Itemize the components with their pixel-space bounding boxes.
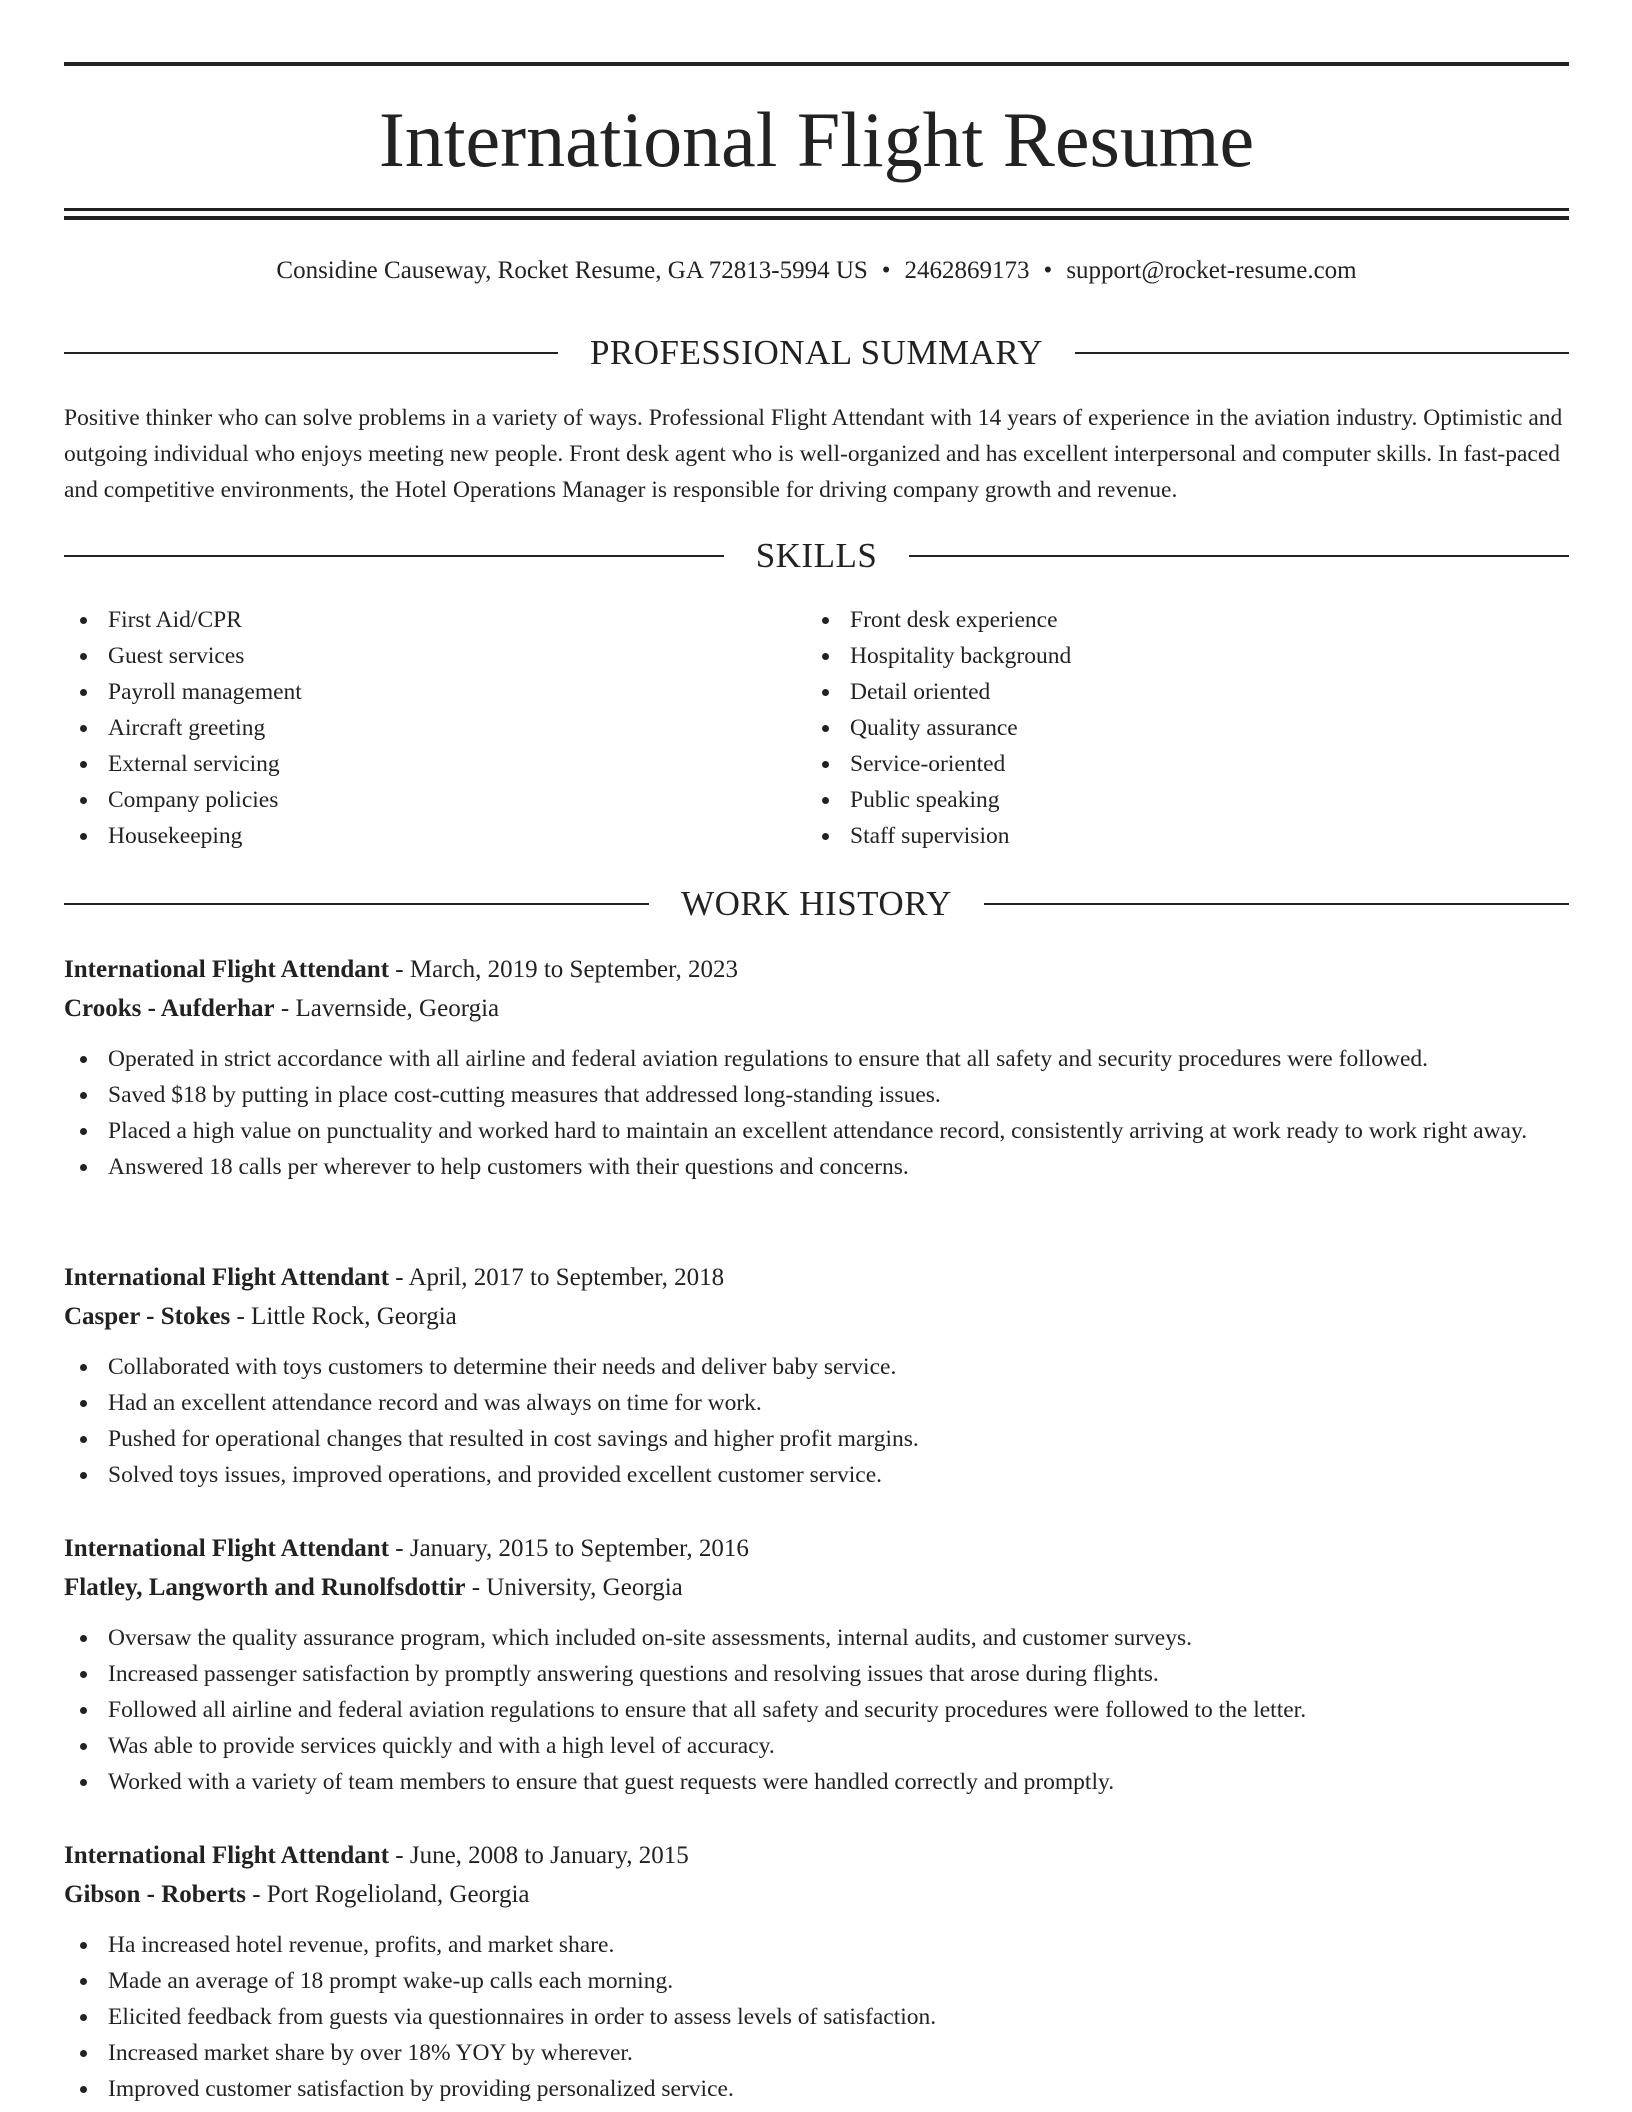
job-title: International Flight Attendant xyxy=(64,956,390,983)
job-title-line xyxy=(64,1836,1569,1875)
skill-item: Quality assurance xyxy=(806,710,1506,746)
job-bullet: Ha increased hotel revenue, profits, and market share. xyxy=(64,1927,1569,1963)
title-underline-rule-second xyxy=(64,216,1569,220)
job-dates: - January, 2015 to September, 2016 xyxy=(389,1535,749,1562)
job-title-line xyxy=(64,950,1569,989)
summary-heading xyxy=(64,333,1569,373)
job-title-line xyxy=(64,1258,1569,1297)
job-title-line xyxy=(64,1529,1569,1568)
skill-item: External servicing xyxy=(64,746,764,782)
job-bullet: Elicited feedback from guests via questionnaires in order to assess levels of satisfaction. xyxy=(64,1999,1569,2035)
job-bullet: Increased passenger satisfaction by promptly answering questions and resolving issues that arose during flights. xyxy=(64,1656,1569,1692)
job-bullet: Had an excellent attendance record and was always on time for work. xyxy=(64,1385,1569,1421)
title-underline-rule xyxy=(64,208,1569,211)
job-dates: - June, 2008 to January, 2015 xyxy=(389,1842,689,1869)
job-bullet: Followed all airline and federal aviation regulations to ensure that all safety and security procedures were followed to the letter. xyxy=(64,1692,1569,1728)
contact-separator: • xyxy=(1043,257,1053,284)
job-bullet: Worked with a variety of team members to ensure that guest requests were handled correctly and promptly. xyxy=(64,1764,1569,1800)
job-entry xyxy=(64,1836,1569,2107)
job-bullet: Operated in strict accordance with all airline and federal aviation regulations to ensure that all safety and security procedures were followed. xyxy=(64,1041,1569,1077)
job-entry xyxy=(64,1258,1569,1493)
job-entry xyxy=(64,950,1569,1185)
job-bullet: Improved customer satisfaction by providing personalized service. xyxy=(64,2071,1569,2107)
job-company-line xyxy=(64,1875,1569,1914)
job-company-line xyxy=(64,989,1569,1028)
skill-item: Aircraft greeting xyxy=(64,710,764,746)
skill-item: Service-oriented xyxy=(806,746,1506,782)
skills-list-right xyxy=(806,602,1506,854)
heading-rule-right xyxy=(984,903,1569,905)
job-bullet: Saved $18 by putting in place cost-cutting measures that addressed long-standing issues. xyxy=(64,1077,1569,1113)
contact-address: Considine Causeway, Rocket Resume, GA 72813-5994 US xyxy=(276,257,868,284)
job-location: - Little Rock, Georgia xyxy=(230,1303,457,1330)
skill-item: Staff supervision xyxy=(806,818,1506,854)
work-history-heading-label: WORK HISTORY xyxy=(681,884,952,923)
skills-column-left xyxy=(64,602,764,854)
job-bullet: Oversaw the quality assurance program, which included on-site assessments, internal audits, and customer surveys. xyxy=(64,1620,1569,1656)
job-bullet: Answered 18 calls per wherever to help customers with their questions and concerns. xyxy=(64,1149,1569,1185)
job-company: Flatley, Langworth and Runolfsdottir xyxy=(64,1574,466,1601)
skill-item: Payroll management xyxy=(64,674,764,710)
job-company: Casper - Stokes xyxy=(64,1303,231,1330)
skills-heading-label: SKILLS xyxy=(755,536,878,575)
resume-title: International Flight Resume xyxy=(378,96,1255,183)
job-bullet: Placed a high value on punctuality and worked hard to maintain an excellent attendance record, consistently arriving at work ready to work right away. xyxy=(64,1113,1569,1149)
job-bullet: Collaborated with toys customers to determine their needs and deliver baby service. xyxy=(64,1349,1569,1385)
skill-item: Guest services xyxy=(64,638,764,674)
job-bullet: Was able to provide services quickly and with a high level of accuracy. xyxy=(64,1728,1569,1764)
job-title: International Flight Attendant xyxy=(64,1535,390,1562)
job-bullet: Increased market share by over 18% YOY by wherever. xyxy=(64,2035,1569,2071)
skill-item: Company policies xyxy=(64,782,764,818)
contact-phone: 2462869173 xyxy=(904,257,1030,284)
job-bullets xyxy=(64,1349,1569,1493)
heading-rule-left xyxy=(64,352,558,354)
skills-heading xyxy=(64,536,1569,576)
skill-item: Hospitality background xyxy=(806,638,1506,674)
job-company: Crooks - Aufderhar xyxy=(64,995,275,1022)
job-bullet: Made an average of 18 prompt wake-up calls each morning. xyxy=(64,1963,1569,1999)
job-company: Gibson - Roberts xyxy=(64,1881,246,1908)
top-rule xyxy=(64,62,1569,66)
job-dates: - March, 2019 to September, 2023 xyxy=(389,956,738,983)
heading-rule-left xyxy=(64,555,724,557)
skill-item: First Aid/CPR xyxy=(64,602,764,638)
summary-text: Positive thinker who can solve problems in a variety of ways. Professional Flight Attendant with 14 years of experience in the aviation industry. Optimistic and outgoing individual who enjoys meeting new people. Front desk agent who is well-organized and has excellent interpersonal and computer skills. In fast-paced and competitive environments, the Hotel Operations Manager is responsible for driving company growth and revenue. xyxy=(64,405,1563,503)
job-bullets xyxy=(64,1927,1569,2107)
job-company-line xyxy=(64,1568,1569,1607)
skill-item: Housekeeping xyxy=(64,818,764,854)
heading-rule-left xyxy=(64,903,649,905)
job-bullet: Solved toys issues, improved operations, and provided excellent customer service. xyxy=(64,1457,1569,1493)
job-title: International Flight Attendant xyxy=(64,1264,390,1291)
skill-item: Front desk experience xyxy=(806,602,1506,638)
skill-item: Detail oriented xyxy=(806,674,1506,710)
job-location: - Lavernside, Georgia xyxy=(274,995,500,1022)
heading-rule-right xyxy=(1075,352,1569,354)
skills-list-left xyxy=(64,602,764,854)
contact-line xyxy=(64,254,1569,288)
heading-rule-right xyxy=(909,555,1569,557)
skills-column-right xyxy=(806,602,1506,854)
job-bullet: Pushed for operational changes that resulted in cost savings and higher profit margins. xyxy=(64,1421,1569,1457)
job-dates: - April, 2017 to September, 2018 xyxy=(389,1264,725,1291)
job-bullets xyxy=(64,1620,1569,1800)
skill-item: Public speaking xyxy=(806,782,1506,818)
job-bullets xyxy=(64,1041,1569,1185)
job-entry xyxy=(64,1529,1569,1800)
summary-heading-label: PROFESSIONAL SUMMARY xyxy=(589,333,1044,372)
job-location: - University, Georgia xyxy=(465,1574,683,1601)
work-history-heading xyxy=(64,884,1569,924)
job-title: International Flight Attendant xyxy=(64,1842,390,1869)
job-company-line xyxy=(64,1297,1569,1336)
contact-separator: • xyxy=(881,257,891,284)
contact-email: support@rocket-resume.com xyxy=(1066,257,1357,284)
job-location: - Port Rogelioland, Georgia xyxy=(245,1881,530,1908)
